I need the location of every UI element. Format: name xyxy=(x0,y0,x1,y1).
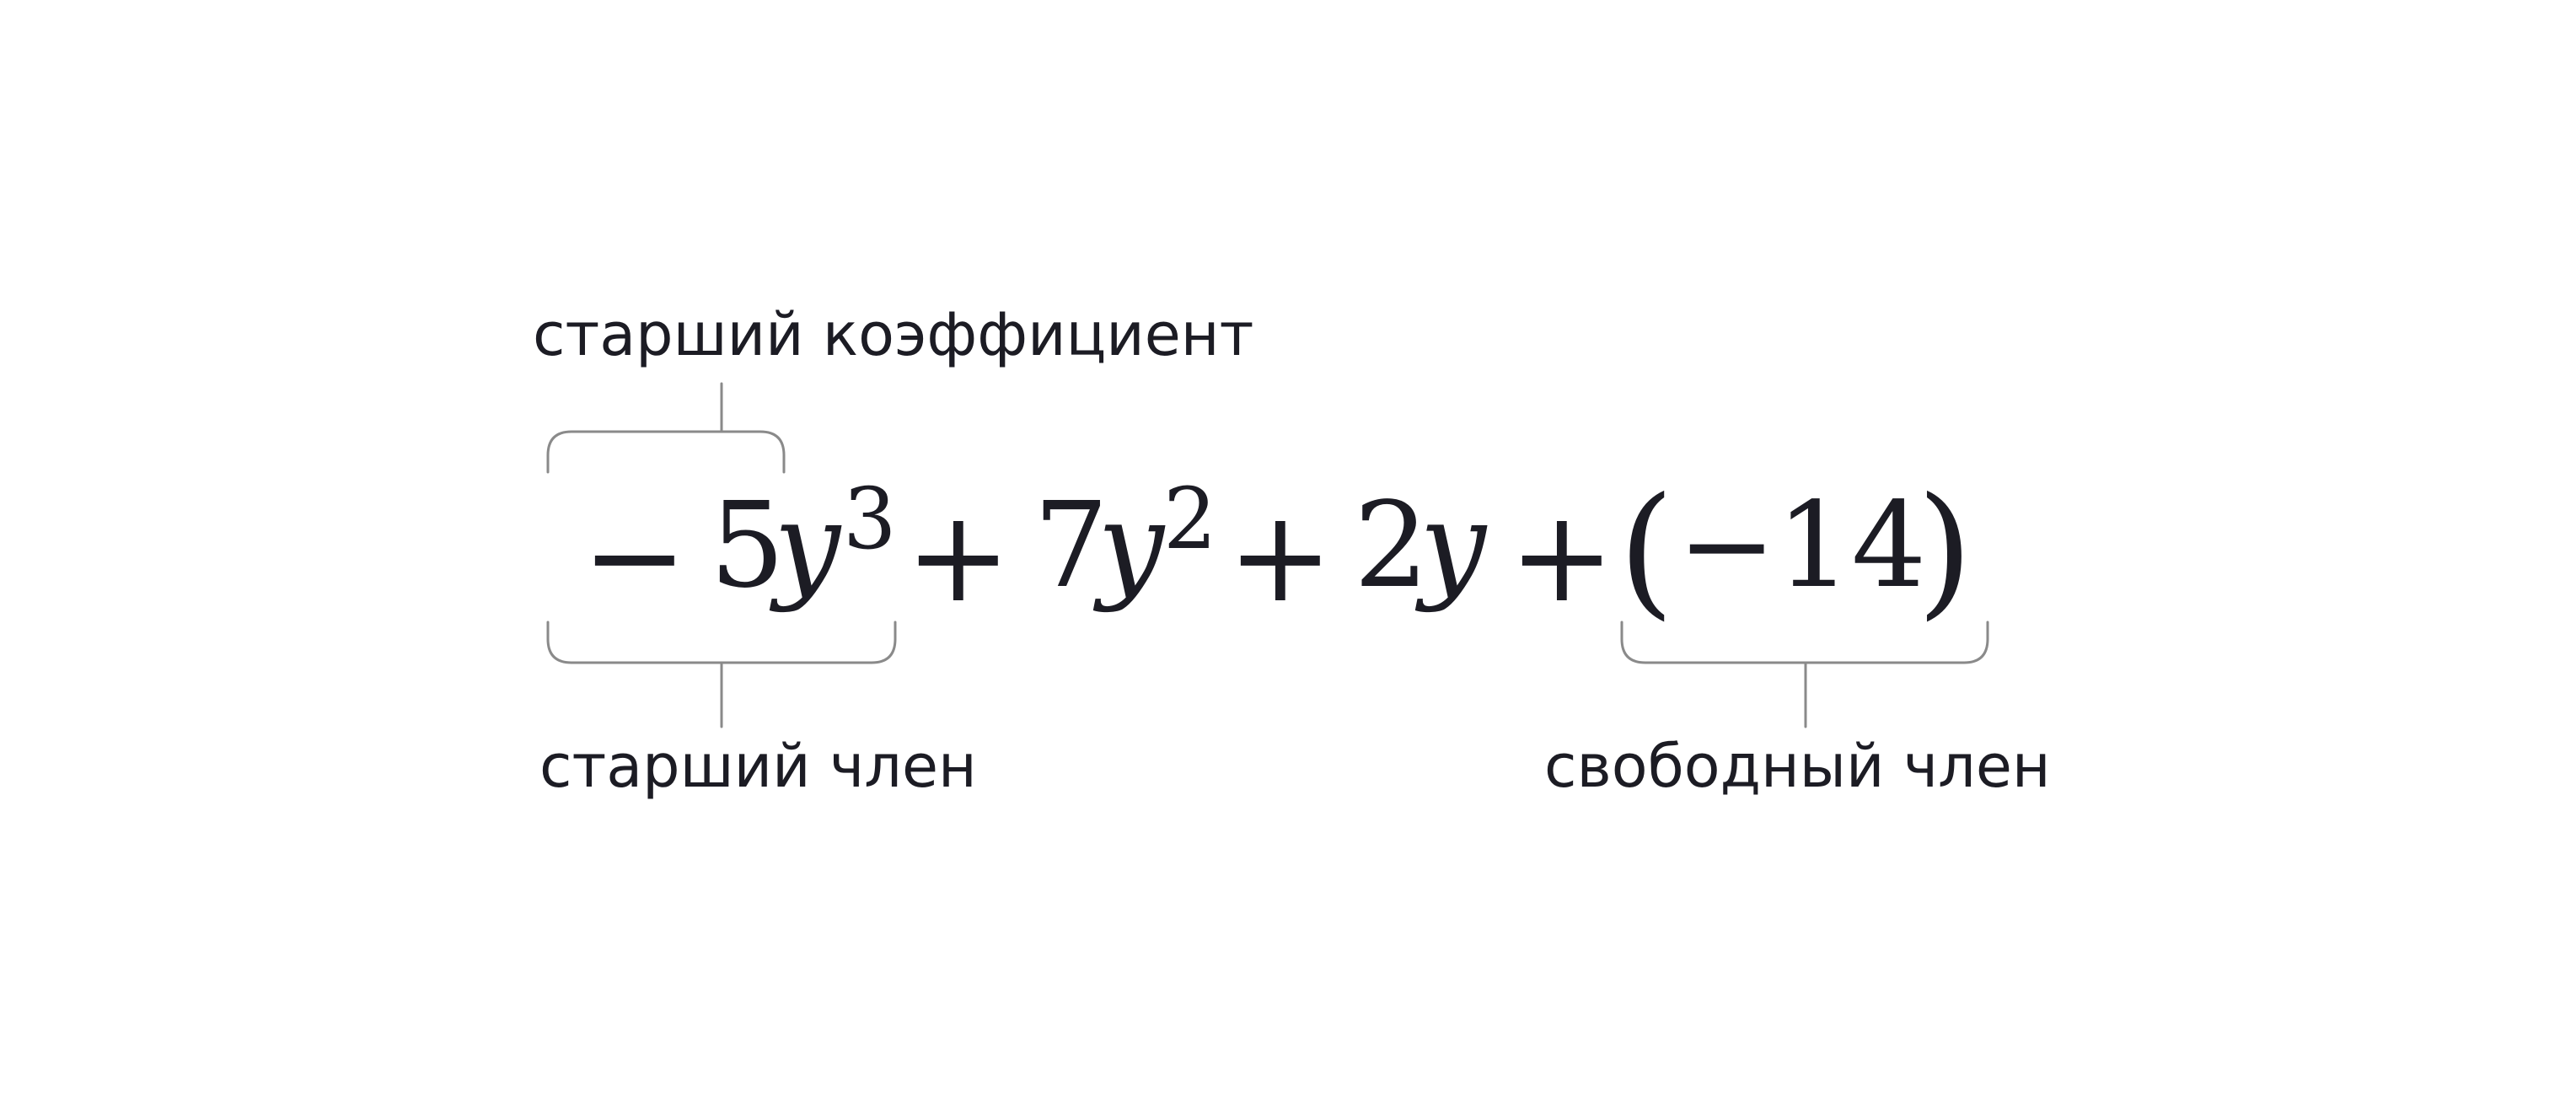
coefficient-7: 7 xyxy=(1033,477,1109,615)
leading-coefficient-bracket xyxy=(548,432,784,472)
constant-minus-14: −14 xyxy=(1677,477,1927,615)
minus-sign: − xyxy=(582,484,688,631)
exponent-2: 2 xyxy=(1163,470,1217,568)
plus-sign-3: + xyxy=(1509,484,1615,631)
coefficient-2: 2 xyxy=(1354,477,1430,615)
exponent-3: 3 xyxy=(843,470,897,568)
variable-y-2: y xyxy=(1097,477,1165,615)
plus-sign-1: + xyxy=(905,484,1012,631)
variable-y-3: y xyxy=(1419,477,1487,615)
plus-sign-2: + xyxy=(1227,484,1334,631)
constant-term-label: свободный член xyxy=(1544,732,2051,801)
leading-coefficient-label: старший коэффициент xyxy=(533,300,1254,369)
coefficient-5: 5 xyxy=(710,477,786,615)
leading-term-label: старший член xyxy=(539,732,977,801)
variable-y-1: y xyxy=(774,477,841,615)
left-paren: ( xyxy=(1618,467,1675,634)
right-paren: ) xyxy=(1917,467,1973,634)
